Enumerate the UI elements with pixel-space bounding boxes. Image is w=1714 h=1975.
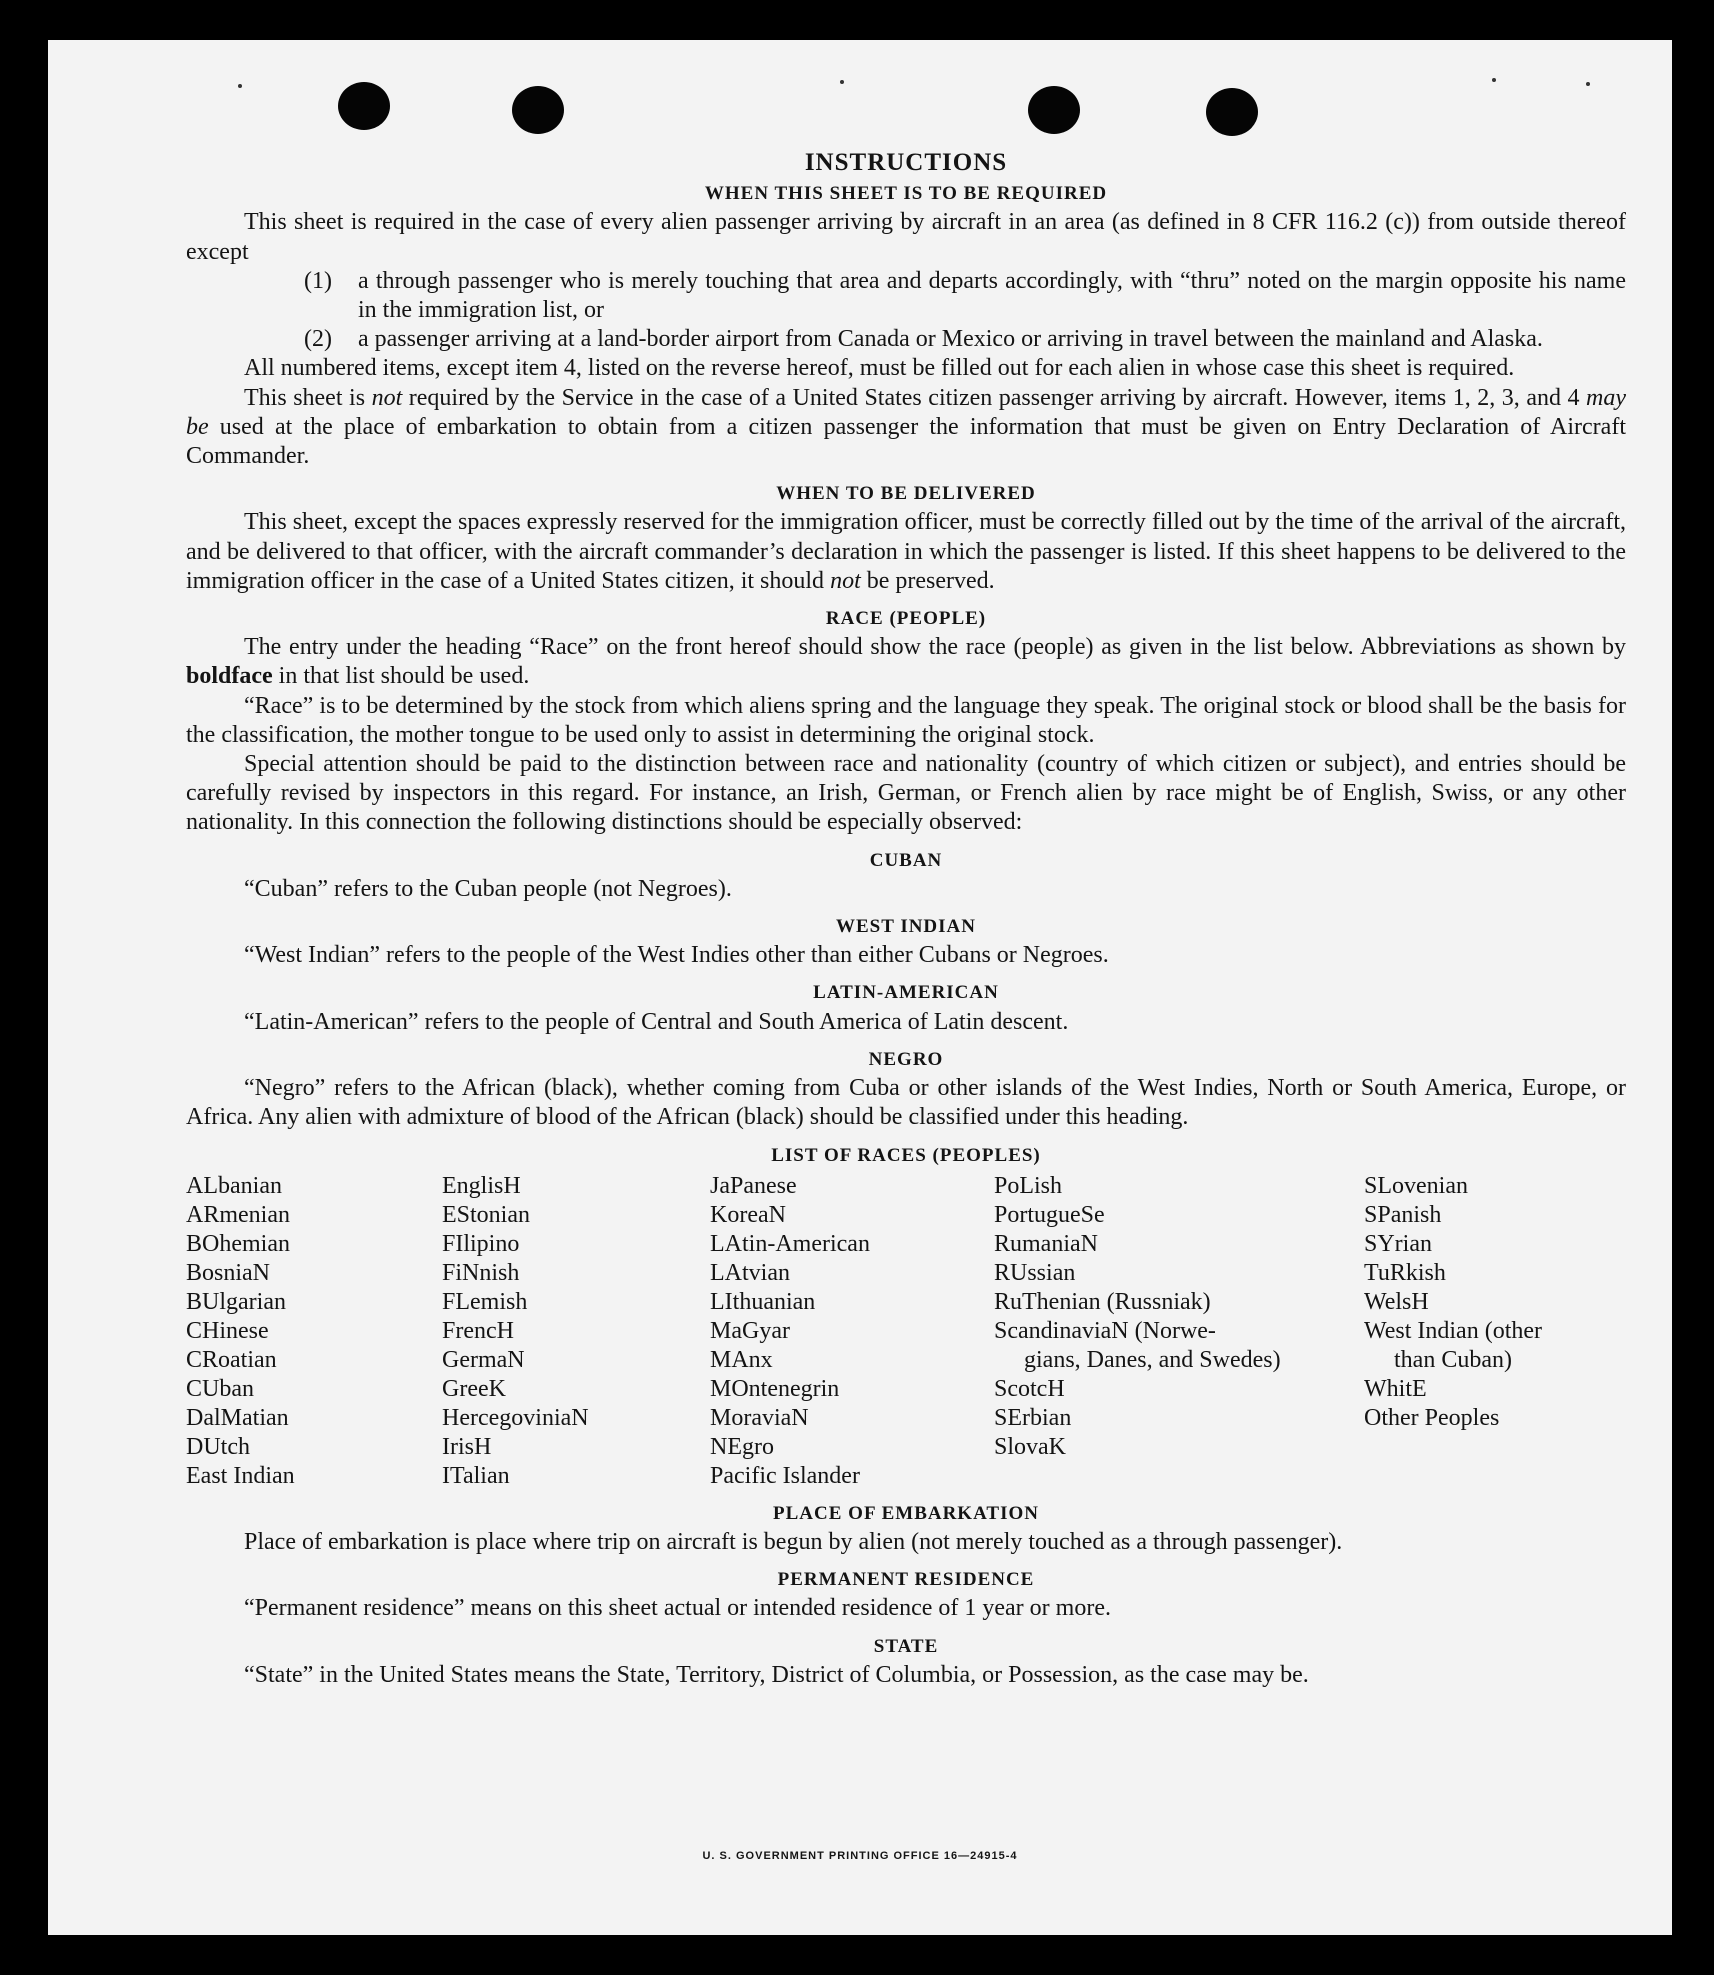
race-entry: ITalian (442, 1462, 510, 1489)
race-entry: MOntenegrin (710, 1375, 840, 1402)
race-entry: ScotcH (994, 1375, 1065, 1402)
page-title: INSTRUCTIONS (804, 149, 1008, 176)
required-intro: This sheet is required in the case of every alien passenger arriving by aircraft in an area (as defined in 8 CFR 116.2 (c)) from outside thereof except (186, 209, 1626, 265)
race-entry: BOhemian (186, 1230, 290, 1257)
race-entry: WhitE (1364, 1375, 1427, 1402)
item-number: (2) (304, 326, 332, 353)
west-indian-text: “West Indian” refers to the people of the West Indies other than either Cubans or Negroes. (244, 942, 1109, 969)
residence-text: “Permanent residence” means on this sheet actual or intended residence of 1 year or more. (244, 1595, 1111, 1622)
race-entry: RuThenian (Russniak) (994, 1288, 1211, 1315)
race-entry: Pacific Islander (710, 1462, 860, 1489)
race-entry: TuRkish (1364, 1259, 1446, 1286)
section-title-residence: PERMANENT RESIDENCE (777, 1569, 1035, 1591)
speck (1586, 82, 1590, 86)
race-entry-continued: than Cuban) (1394, 1346, 1512, 1373)
race-entry: FLemish (442, 1288, 528, 1315)
cuban-text: “Cuban” refers to the Cuban people (not Negroes). (244, 875, 732, 902)
race-entry: ALbanian (186, 1172, 282, 1199)
speck (238, 84, 242, 88)
section-title-list-of-races: LIST OF RACES (PEOPLES) (771, 1144, 1041, 1166)
section-title-race: RACE (PEOPLE) (825, 608, 987, 630)
race-entry: HercegoviniaN (442, 1404, 589, 1431)
race-entry-continued: gians, Danes, and Swedes) (1024, 1346, 1281, 1373)
required-paragraph-2: All numbered items, except item 4, listed on the reverse hereof, must be filled out for each alien in whose case this sheet is required. (244, 355, 1515, 382)
race-entry: BosniaN (186, 1259, 270, 1286)
race-entry: RUssian (994, 1259, 1076, 1286)
instructions-content (186, 148, 1626, 1690)
race-entry: KoreaN (710, 1201, 786, 1228)
race-entry: IrisH (442, 1433, 492, 1460)
races-column-4 (994, 1172, 1294, 1491)
punch-hole (1206, 88, 1258, 136)
section-title-latin-american: LATIN-AMERICAN (813, 982, 999, 1004)
race-entry: MoraviaN (710, 1404, 809, 1431)
race-entry: SLovenian (1364, 1172, 1468, 1199)
latin-american-text: “Latin-American” refers to the people of Central and South America of Latin descent. (244, 1008, 1069, 1035)
race-entry: SlovaK (994, 1433, 1066, 1460)
race-entry: EnglisH (442, 1172, 521, 1199)
race-paragraph-2: “Race” is to be determined by the stock from which aliens spring and the language they speak. The original stock or blood shall be the basis for the classification, the mother tongue to be used only to assist in determining the original stock. (186, 692, 1626, 748)
section-title-negro: NEGRO (868, 1048, 944, 1070)
race-entry: East Indian (186, 1462, 295, 1489)
section-title-west-indian: WEST INDIAN (836, 916, 976, 938)
document-page (48, 40, 1672, 1935)
race-entry: SErbian (994, 1404, 1072, 1431)
race-entry: LIthuanian (710, 1288, 816, 1315)
race-entry: SPanish (1364, 1201, 1442, 1228)
race-entry: NEgro (710, 1433, 774, 1460)
race-entry: CRoatian (186, 1346, 277, 1373)
races-column-2 (442, 1172, 710, 1491)
race-entry: MaGyar (710, 1317, 790, 1344)
race-entry: GreeK (442, 1375, 506, 1402)
race-entry: BUlgarian (186, 1288, 286, 1315)
race-entry: PortugueSe (994, 1201, 1105, 1228)
race-entry: WelsH (1364, 1288, 1429, 1315)
speck (840, 80, 844, 84)
delivered-paragraph: This sheet, except the spaces expressly reserved for the immigration officer, must be correctly filled out by the time of the arrival of the aircraft, and be delivered to that officer, with the aircraft commander’s declaration in which the passenger is listed. If this sheet happens to be delivered to the immigration officer in the case of a United States citizen, it should not be preserved. (186, 509, 1626, 594)
negro-text: “Negro” refers to the African (black), whether coming from Cuba or other islands of the West Indies, North or South America, Europe, or Africa. Any alien with admixture of blood of the African (black) should be classified under this heading. (186, 1075, 1626, 1131)
punch-hole (512, 86, 564, 134)
speck (1492, 78, 1496, 82)
races-column-1 (186, 1172, 442, 1491)
race-entry: FrencH (442, 1317, 514, 1344)
punch-hole (1028, 86, 1080, 134)
race-entry: ARmenian (186, 1201, 290, 1228)
race-entry: ScandinaviaN (Norwe- (994, 1317, 1216, 1344)
embarkation-text: Place of embarkation is place where trip on aircraft is begun by alien (not merely touched as a through passenger). (244, 1528, 1343, 1555)
exception-item-1 (304, 267, 1626, 325)
race-entry: DUtch (186, 1433, 250, 1460)
required-paragraph-3: This sheet is not required by the Service in the case of a United States citizen passenger arriving by aircraft. However, items 1, 2, 3, and 4 may be used at the place of embarkation to obtain from a citizen passenger the information that must be given on Entry Declaration of Aircraft Commander. (186, 384, 1626, 470)
races-column-3 (710, 1172, 994, 1491)
printing-office-footer: U. S. GOVERNMENT PRINTING OFFICE 16—24915-4 (702, 1850, 1018, 1862)
race-entry: GermaN (442, 1346, 525, 1373)
race-entry: FIlipino (442, 1230, 520, 1257)
race-entry: RumaniaN (994, 1230, 1098, 1257)
race-entry: FiNnish (442, 1259, 520, 1286)
item-text: a through passenger who is merely touching that area and departs accordingly, with “thru” noted on the margin opposite his name in the immigration list, or (358, 267, 1626, 324)
section-title-required: WHEN THIS SHEET IS TO BE REQUIRED (704, 183, 1108, 205)
race-paragraph-3: Special attention should be paid to the distinction between race and nationality (country of which citizen or subject), and entries should be carefully revised by inspectors in this regard. For instance, an Irish, German, or French alien by race might be of English, Swiss, or any other nationality. In this connection the following distinctions should be especially observed: (186, 751, 1626, 836)
punch-hole (338, 82, 390, 130)
race-entry: SYrian (1364, 1230, 1432, 1257)
section-title-embarkation: PLACE OF EMBARKATION (773, 1502, 1039, 1524)
race-entry: Other Peoples (1364, 1404, 1500, 1431)
races-column-5 (1364, 1172, 1626, 1491)
race-entry: LAtin-American (710, 1230, 870, 1257)
race-entry: EStonian (442, 1201, 530, 1228)
race-entry: West Indian (other (1364, 1317, 1543, 1344)
race-entry: LAtvian (710, 1259, 790, 1286)
race-entry: CUban (186, 1375, 254, 1402)
race-entry: DalMatian (186, 1404, 289, 1431)
exception-item-2 (304, 325, 1626, 354)
race-entry: JaPanese (710, 1172, 797, 1199)
section-title-delivered: WHEN TO BE DELIVERED (776, 483, 1036, 505)
race-entry: CHinese (186, 1317, 269, 1344)
item-text: a passenger arriving at a land-border airport from Canada or Mexico or arriving in travel between the mainland and Alaska. (358, 326, 1543, 353)
section-title-state: STATE (873, 1635, 939, 1657)
race-entry: PoLish (994, 1172, 1063, 1199)
races-list (186, 1172, 1626, 1491)
race-entry: MAnx (710, 1346, 773, 1373)
section-title-cuban: CUBAN (869, 849, 943, 871)
item-number: (1) (304, 267, 332, 294)
state-text: “State” in the United States means the State, Territory, District of Columbia, or Possession, as the case may be. (244, 1661, 1309, 1688)
race-paragraph-1: The entry under the heading “Race” on the front hereof should show the race (people) as given in the list below. Abbreviations as shown by boldface in that list should be used. (186, 634, 1626, 690)
